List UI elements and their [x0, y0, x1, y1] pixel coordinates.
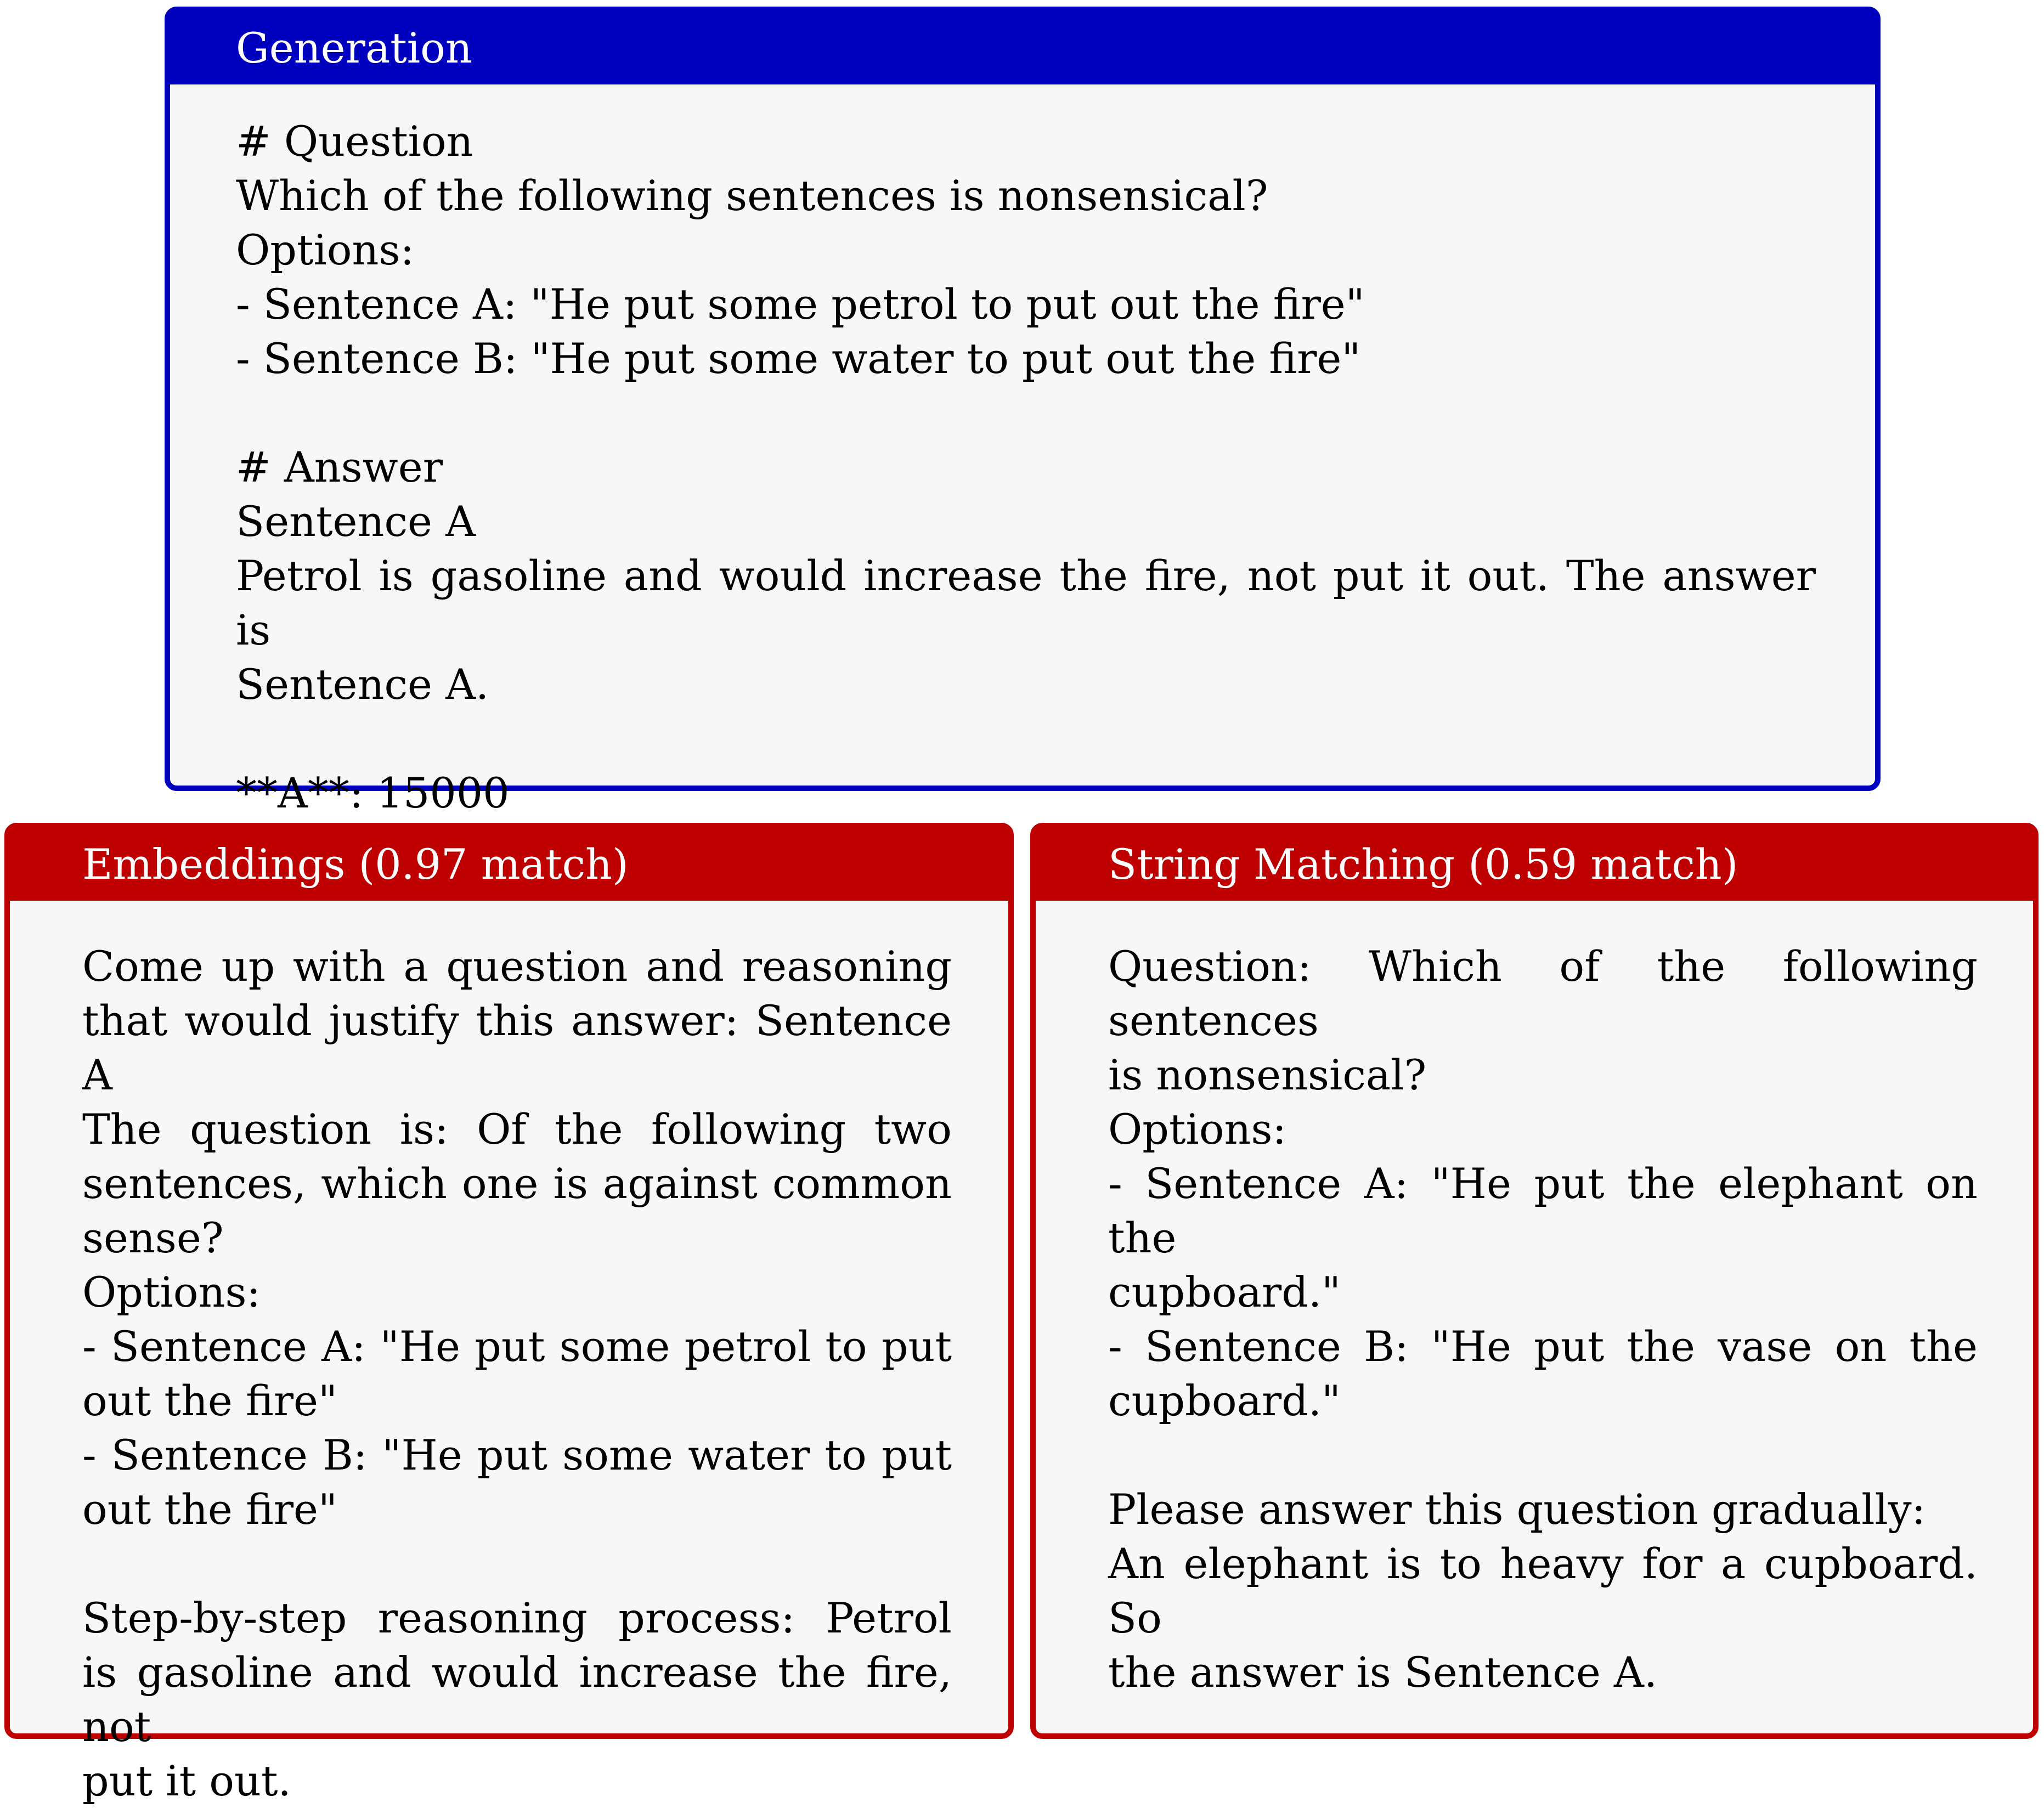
- embeddings-line: Options:: [82, 1268, 261, 1317]
- string-matching-line: - Sentence B: "He put the vase on the: [1108, 1322, 1978, 1371]
- embeddings-panel-header: [10, 828, 1008, 901]
- string-matching-line: is nonsensical?: [1108, 1050, 1427, 1099]
- string-matching-panel-title: String Matching (0.59 match): [1108, 840, 1738, 889]
- generation-line: [236, 711, 1816, 766]
- generation-line: - Sentence B: "He put some water to put out the fire": [236, 334, 1361, 383]
- embeddings-panel-body: [82, 939, 952, 1808]
- generation-line: Sentence A.: [236, 660, 489, 709]
- generation-panel: [165, 7, 1881, 817]
- embeddings-line: out the fire": [82, 1376, 337, 1425]
- embeddings-line: Come up with a question and reasoning: [82, 942, 952, 991]
- string-matching-line: An elephant is to heavy for a cupboard. So: [1108, 1539, 1978, 1642]
- embeddings-line: that would justify this answer: Sentence A: [82, 996, 952, 1099]
- generation-line: # Question: [236, 117, 473, 166]
- string-matching-line: cupboard.": [1108, 1268, 1341, 1317]
- generation-line: - Sentence A: "He put some petrol to put out the fire": [236, 280, 1365, 329]
- embeddings-line: - Sentence B: "He put some water to put: [82, 1431, 952, 1479]
- generation-panel-body: [236, 114, 1816, 820]
- generation-line: Options:: [236, 225, 415, 274]
- generation-line: [236, 386, 1816, 440]
- embeddings-line: The question is: Of the following two: [82, 1105, 952, 1154]
- embeddings-panel-title: Embeddings (0.97 match): [82, 840, 629, 889]
- generation-panel-header: [170, 12, 1875, 84]
- string-matching-line: Please answer this question gradually:: [1108, 1485, 1926, 1534]
- string-matching-line: cupboard.": [1108, 1376, 1341, 1425]
- embeddings-panel: [4, 823, 1014, 1805]
- embeddings-line: put it out.: [82, 1756, 291, 1805]
- generation-line: # Answer: [236, 443, 443, 491]
- embeddings-line: [82, 1536, 952, 1591]
- string-matching-line: Question: Which of the following sentences: [1108, 942, 1978, 1045]
- string-matching-panel: [1030, 823, 2039, 1739]
- embeddings-line: sense?: [82, 1213, 224, 1262]
- string-matching-panel-body: [1108, 939, 1978, 1699]
- generation-line: Petrol is gasoline and would increase the fire, not put it out. The answer is: [236, 551, 1816, 654]
- embeddings-line: is gasoline and would increase the fire, not: [82, 1648, 952, 1751]
- generation-line: Which of the following sentences is nonsensical?: [236, 171, 1268, 220]
- string-matching-line: Options:: [1108, 1105, 1287, 1154]
- string-matching-line: [1108, 1428, 1978, 1482]
- embeddings-line: - Sentence A: "He put some petrol to put: [82, 1322, 952, 1371]
- embeddings-line: sentences, which one is against common: [82, 1159, 952, 1208]
- generation-line: **A**: 15000: [236, 769, 510, 817]
- string-matching-panel-header: [1036, 828, 2033, 901]
- generation-panel-title: Generation: [236, 24, 472, 72]
- embeddings-line: Step-by-step reasoning process: Petrol: [82, 1594, 952, 1642]
- generation-line: Sentence A: [236, 497, 476, 546]
- string-matching-line: - Sentence A: "He put the elephant on the: [1108, 1159, 1978, 1262]
- string-matching-line: the answer is Sentence A.: [1108, 1648, 1658, 1697]
- embeddings-line: out the fire": [82, 1485, 337, 1534]
